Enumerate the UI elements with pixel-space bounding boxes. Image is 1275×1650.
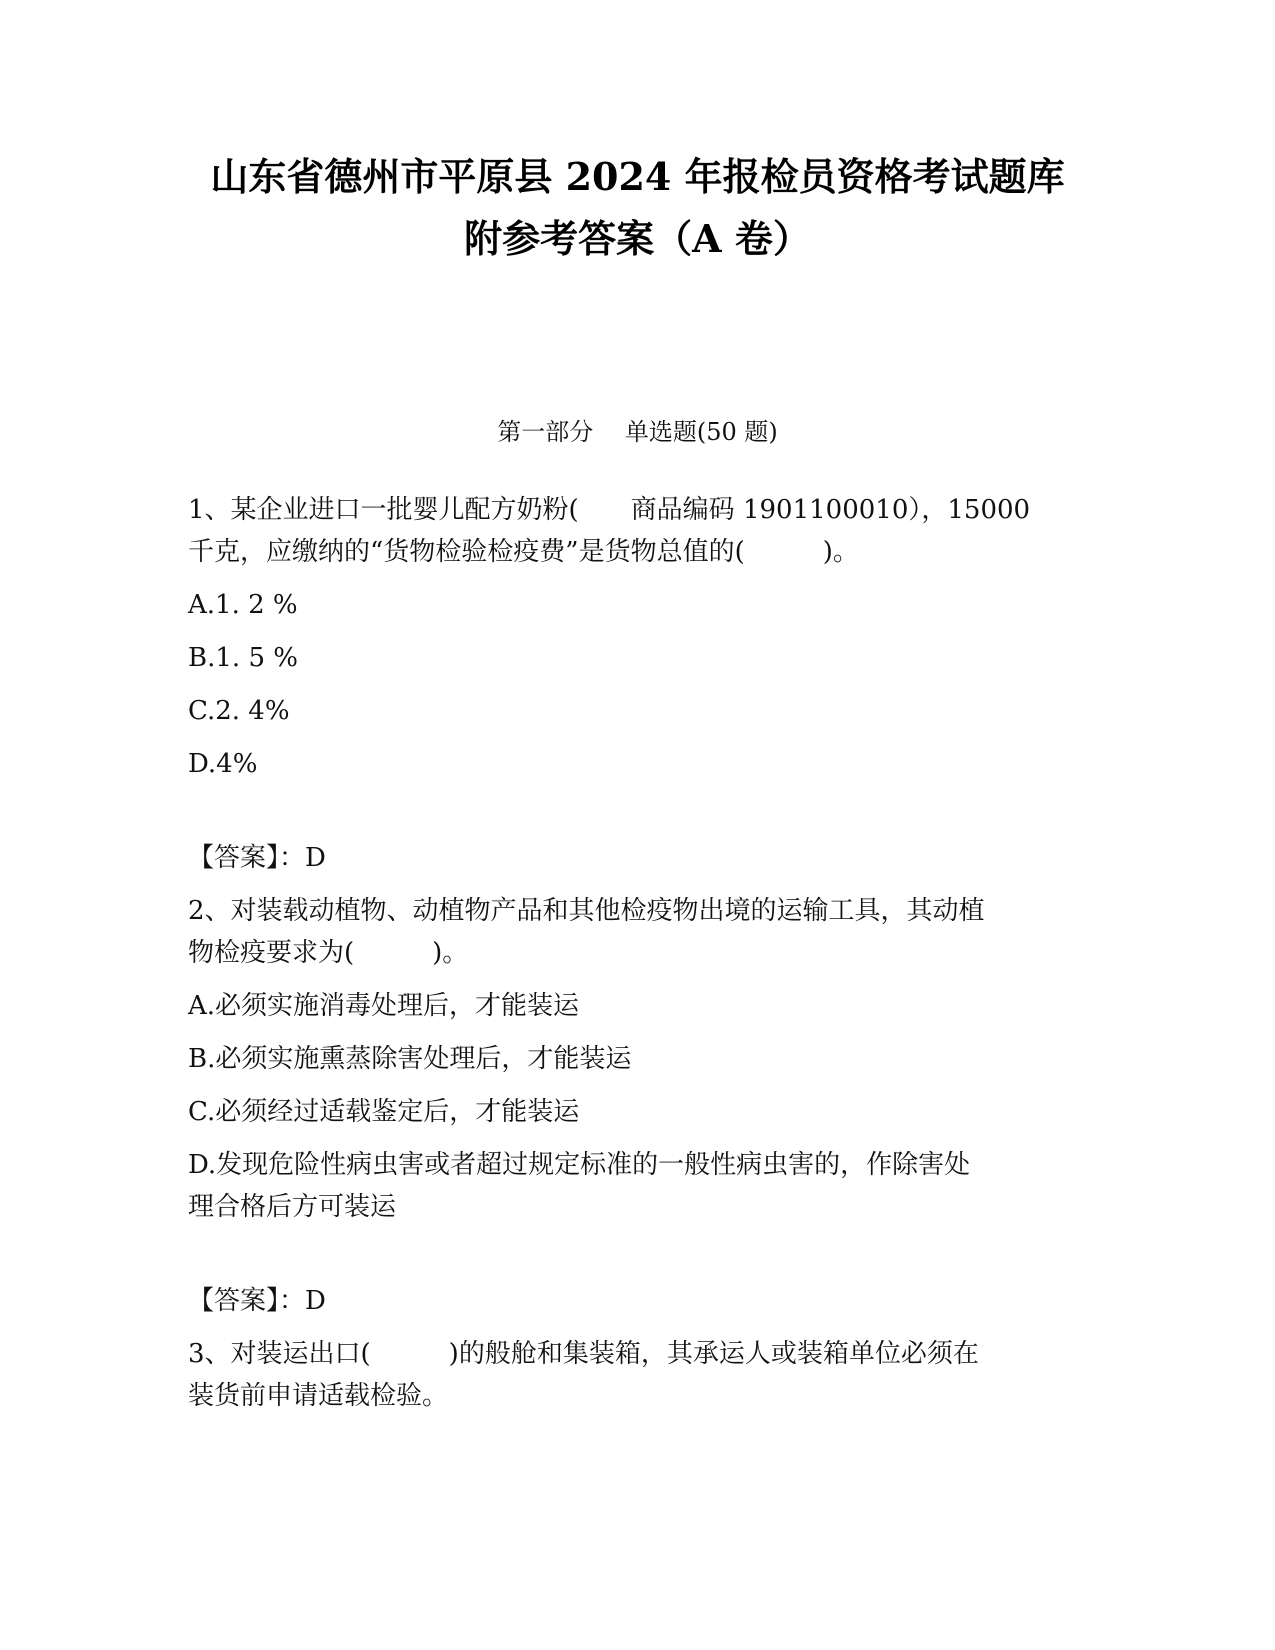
- question-3-stem-line-1: 3、对装运出口( )的般舱和集装箱，其承运人或装箱单位必须在: [188, 1339, 979, 1369]
- question-2-option-b: B.必须实施熏蒸除害处理后，才能装运: [188, 1044, 632, 1074]
- document-title-line-1: 山东省德州市平原县 2024 年报检员资格考试题库: [210, 154, 1065, 199]
- question-1-answer: 【答案】：D: [188, 843, 326, 873]
- question-1-option-d: D.4%: [188, 749, 258, 779]
- question-2-stem-line-2: 物检疫要求为( )。: [188, 938, 469, 968]
- question-1-stem-line-1: 1、某企业进口一批婴儿配方奶粉( 商品编码 1901100010），15000: [188, 495, 1031, 525]
- question-2-answer: 【答案】：D: [188, 1286, 326, 1316]
- question-3-stem-line-2: 装货前申请适载检验。: [188, 1381, 449, 1411]
- question-2-option-d-line-1: D.发现危险性病虫害或者超过规定标准的一般性病虫害的，作除害处: [188, 1150, 971, 1180]
- question-1-option-a: A.1. 2 %: [188, 590, 298, 620]
- question-2-stem-line-1: 2、对装载动植物、动植物产品和其他检疫物出境的运输工具，其动植: [188, 896, 985, 926]
- document-title-line-2: 附参考答案（A 卷）: [464, 216, 811, 261]
- question-2-option-d-line-2: 理合格后方可装运: [188, 1192, 397, 1222]
- question-1-option-c: C.2. 4%: [188, 696, 290, 726]
- question-1-option-b: B.1. 5 %: [188, 643, 298, 673]
- question-2-option-c: C.必须经过适载鉴定后，才能装运: [188, 1097, 580, 1127]
- question-1-stem-line-2: 千克，应缴纳的“货物检验检疫费”是货物总值的( )。: [188, 537, 859, 567]
- question-2-option-a: A.必须实施消毒处理后，才能装运: [188, 991, 580, 1021]
- section-heading: 第一部分 单选题(50 题): [497, 418, 778, 446]
